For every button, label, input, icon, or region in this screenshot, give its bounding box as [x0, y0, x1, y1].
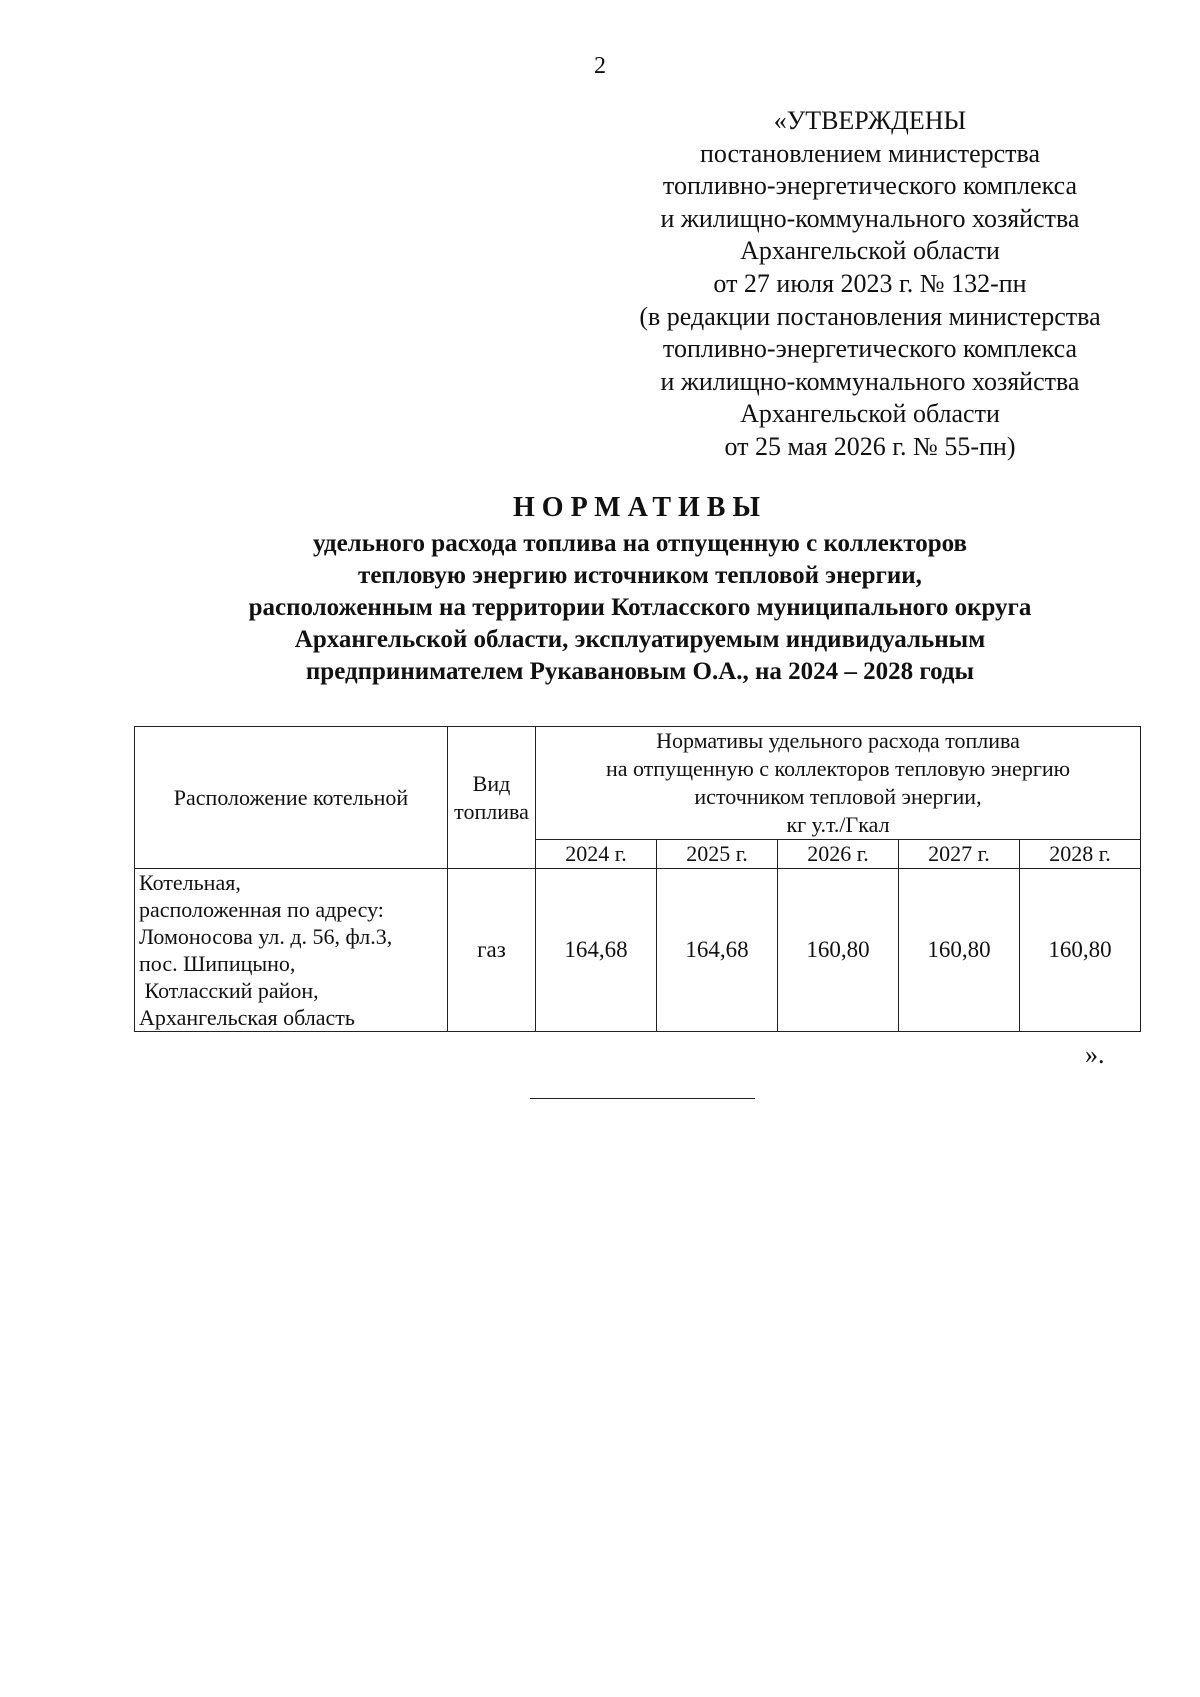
approval-line: Архангельской области	[740, 399, 1000, 429]
header-year: 2025 г.	[656, 840, 777, 869]
approval-line: от 27 июля 2023 г. № 132-пн	[713, 268, 1027, 298]
approval-block	[590, 105, 1150, 464]
location-line: Котласский район,	[139, 978, 319, 1003]
location-line: Ломоносова ул. д. 56, фл.3,	[139, 924, 393, 949]
header-fuel	[448, 727, 536, 869]
approval-line: топливно-энергетического комплекса	[662, 171, 1078, 201]
title-line: расположенным на территории Котласского муниципального округа	[248, 594, 1032, 621]
header-norms-line: Нормативы удельного расхода топлива	[656, 728, 1020, 753]
cell-value: 164,68	[656, 869, 777, 1032]
header-location: Расположение котельной	[135, 727, 448, 869]
cell-fuel: газ	[448, 869, 536, 1032]
header-year: 2026 г.	[777, 840, 898, 869]
location-line: пос. Шипицыно,	[139, 951, 296, 976]
table-row	[135, 869, 1141, 1032]
header-year: 2024 г.	[536, 840, 657, 869]
divider-line	[530, 1098, 755, 1099]
approval-line: и жилищно-коммунального хозяйства	[660, 203, 1080, 233]
table-header-row	[135, 727, 1141, 840]
title-line: тепловую энергию источником тепловой энергии,	[358, 562, 922, 589]
header-norms-line: источником тепловой энергии,	[694, 784, 982, 809]
approval-line: топливно-энергетического комплекса	[662, 334, 1078, 364]
location-line: Котельная,	[139, 870, 241, 895]
header-norms	[536, 727, 1141, 840]
header-year: 2028 г.	[1019, 840, 1140, 869]
header-year: 2027 г.	[898, 840, 1019, 869]
title-line: удельного расхода топлива на отпущенную с коллекторов	[313, 530, 967, 557]
header-fuel-line: Вид	[472, 770, 511, 796]
page-number: 2	[594, 53, 606, 79]
closing-quote: ».	[1085, 1040, 1105, 1069]
title-line: Архангельской области, эксплуатируемым индивидуальным	[294, 626, 986, 653]
header-fuel-line: топлива	[454, 798, 529, 824]
approval-line: и жилищно-коммунального хозяйства	[660, 366, 1080, 396]
cell-location	[135, 869, 448, 1032]
title-main: НОРМАТИВЫ	[513, 492, 767, 523]
cell-value: 160,80	[898, 869, 1019, 1032]
approval-line: (в редакции постановления министерства	[639, 301, 1101, 331]
norms-table	[134, 726, 1141, 1032]
title-line: предпринимателем Рукавановым О.А., на 2024 – 2028 годы	[305, 658, 975, 685]
location-line: расположенная по адресу:	[139, 897, 384, 922]
cell-value: 160,80	[777, 869, 898, 1032]
cell-value: 160,80	[1019, 869, 1140, 1032]
approval-line: постановлением министерства	[699, 138, 1041, 168]
cell-value: 164,68	[536, 869, 657, 1032]
approval-line: Архангельской области	[740, 236, 1000, 266]
header-norms-line: на отпущенную с коллекторов тепловую энергию	[605, 756, 1071, 781]
document-title	[100, 490, 1180, 688]
header-norms-line: кг у.т./Гкал	[786, 812, 890, 837]
approval-line: «УТВЕРЖДЕНЫ	[773, 106, 967, 135]
approval-line: от 25 мая 2026 г. № 55-пн)	[724, 431, 1016, 461]
location-line: Архангельская область	[139, 1005, 355, 1030]
